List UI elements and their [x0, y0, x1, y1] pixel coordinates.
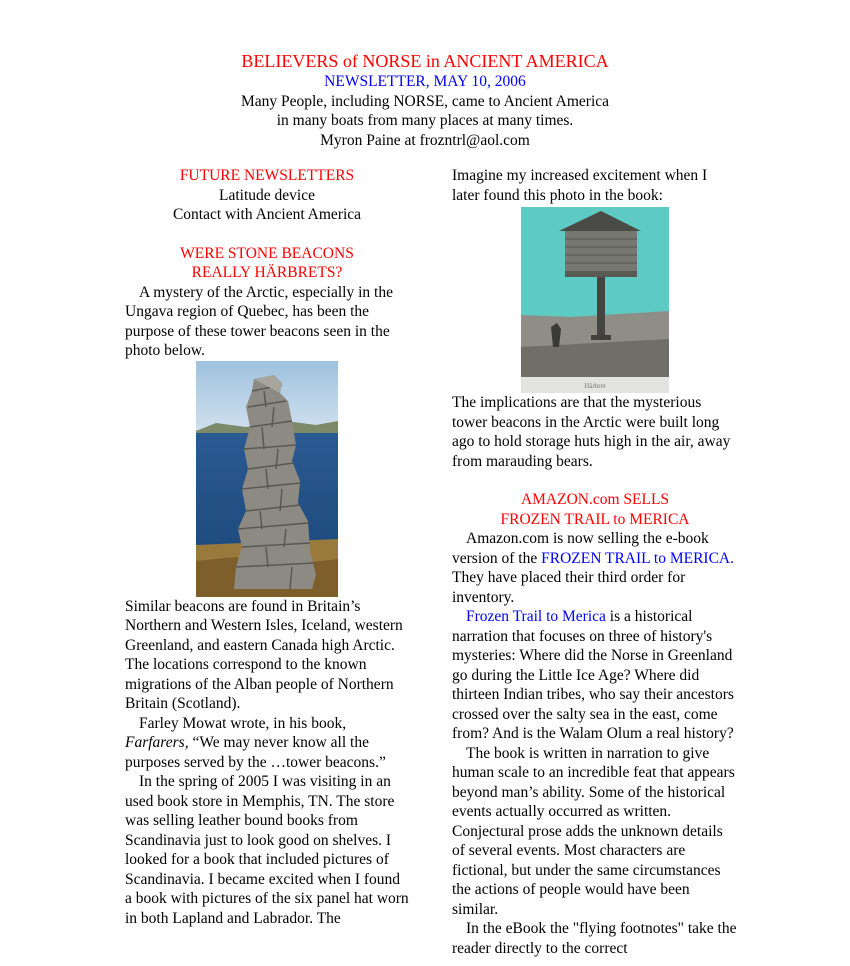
- beacons-paragraph-1: A mystery of the Arctic, especially in the Ungava region of Quebec, has been the purpose of these tower beacons seen in the photo below.: [125, 283, 393, 359]
- frozen-trail-title-link[interactable]: Frozen Trail to Merica: [466, 608, 606, 625]
- beacons-heading-line-1: WERE STONE BEACONS: [180, 244, 354, 262]
- amazon-heading-line-1: AMAZON.com SELLS: [520, 491, 670, 508]
- future-item: Latitude device: [219, 186, 315, 204]
- amazon-heading-line-2: FROZEN TRAIL to MERICA: [500, 510, 690, 528]
- frozen-trail-link[interactable]: FROZEN TRAIL to MERICA.: [541, 549, 735, 567]
- contact-line: Myron Paine at frozntrl@aol.com: [320, 131, 530, 149]
- farfarers-quote-paragraph: Farley Mowat wrote, in his book, Farfarers, “We may never know all the purposes served by the …tower beacons.”: [125, 714, 386, 771]
- beacons-paragraph-2: Similar beacons are found in Britain’s Northern and Western Isles, Iceland, western Greenland, and eastern Canada high Arctic. The locations correspond to the known migrations of the Alban people of Northern Britain (Scotland).: [125, 597, 403, 712]
- amazon-paragraph: Amazon.com is now selling the e-book version of the FROZEN TRAIL to MERICA. They have placed their third order for inventory.: [452, 530, 735, 606]
- harbret-caption: Härbret: [584, 382, 606, 390]
- ebook-footnotes-paragraph: In the eBook the "flying footnotes" take the reader directly to the correct: [452, 920, 737, 957]
- future-item: Contact with Ancient America: [172, 206, 362, 223]
- newsletter-date: NEWSLETTER, MAY 10, 2006: [324, 73, 526, 90]
- implications-paragraph: The implications are that the mysterious tower beacons in the Arctic were built long ago to hold storage huts high in the air, away from marauding bears.: [452, 394, 731, 470]
- right-column: [452, 166, 738, 958]
- book-title-farfarers: Farfarers,: [125, 734, 189, 751]
- historical-narration-paragraph: Frozen Trail to Merica is a historical narration that focuses on three of history's mysteries: Where did the Norse in Greenland go during the Little Ice Age? Where did thirteen Indian tribes, who say their ancestors crossed over the salty sea in the east, come from? And is the Walam Olum a real history?: [452, 608, 734, 742]
- left-column: [125, 166, 409, 928]
- stone-beacon-photo: [196, 361, 338, 597]
- harbret-photo: [521, 207, 669, 393]
- excitement-paragraph: Imagine my increased excitement when I later found this photo in the book:: [452, 167, 708, 204]
- tagline-line-1: Many People, including NORSE, came to Ancient America: [240, 92, 610, 110]
- tagline-line-2: in many boats from many places at many times.: [276, 112, 574, 129]
- narration-paragraph: The book is written in narration to give human scale to an incredible feat that appears beyond man’s ability. Some of the historical events actually occurred as written. Conjectural prose adds the unknown details of several events. Most characters are fictional, but under the same circumstances the actions of people would have been similar.: [452, 744, 735, 918]
- newsletter-header: [0, 50, 850, 150]
- beacons-heading-line-2: REALLY HÄRBRETS?: [191, 264, 343, 281]
- book-store-paragraph: In the spring of 2005 I was visiting in an used book store in Memphis, TN. The store was selling leather bound books from Scandinavia just to look good on shelves. I looked for a book that included pictures of Scandinavia. I became excited when I found a book with pictures of the six panel hat worn in both Lapland and Labrador. The: [125, 773, 409, 927]
- future-newsletters-heading: FUTURE NEWSLETTERS: [179, 167, 355, 184]
- newsletter-title: BELIEVERS of NORSE in ANCIENT AMERICA: [241, 51, 609, 71]
